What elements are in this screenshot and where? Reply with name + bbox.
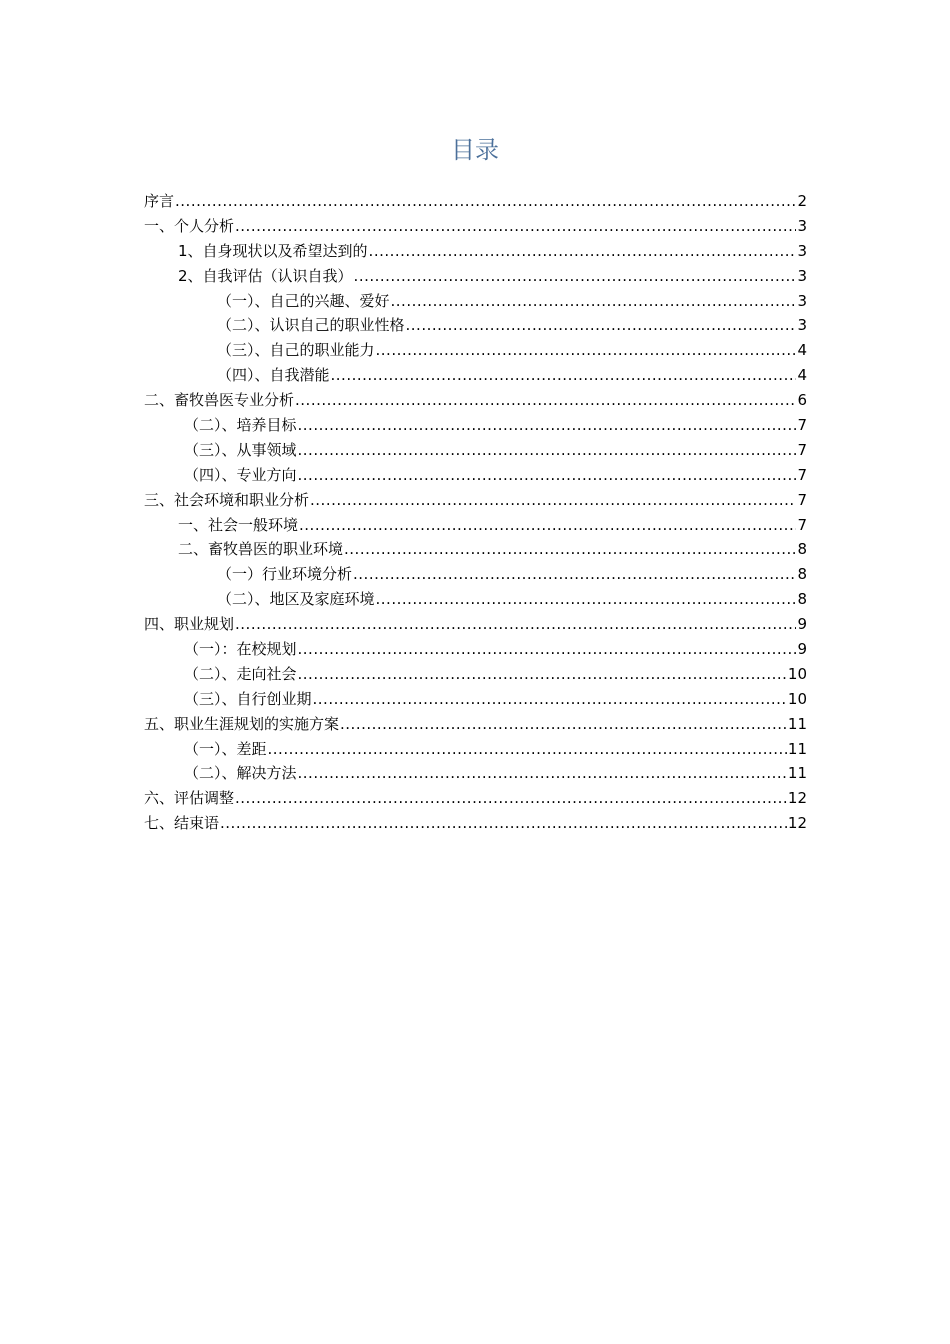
toc-dot-leader: [295, 388, 796, 413]
toc-dot-leader: [376, 587, 797, 612]
toc-entry-label: （四）、自我潜能: [217, 366, 330, 385]
toc-entry[interactable]: [144, 637, 807, 662]
toc-page-number: 11: [787, 714, 807, 733]
toc-page-number: 11: [787, 764, 807, 783]
toc-entry[interactable]: [144, 537, 807, 562]
toc-entry[interactable]: [144, 587, 807, 612]
toc-entry-label: 1、自身现状以及希望达到的: [178, 241, 368, 260]
page-title: 目录: [451, 136, 499, 164]
toc-entry-label: （二）、走向社会: [184, 664, 297, 683]
toc-page-number: 12: [787, 789, 807, 808]
toc-page-number: 6: [797, 391, 807, 410]
toc-dot-leader: [406, 313, 797, 338]
toc-page-number: 3: [797, 316, 807, 335]
toc-entry-label: 七、结束语: [144, 814, 220, 833]
toc-dot-leader: [298, 761, 787, 786]
toc-dot-leader: [353, 562, 796, 587]
table-of-contents: [144, 189, 807, 836]
toc-entry-label: （三）、自己的职业能力: [217, 341, 375, 360]
toc-page-number: 4: [797, 341, 807, 360]
toc-entry[interactable]: [144, 313, 807, 338]
toc-entry[interactable]: [144, 463, 807, 488]
toc-dot-leader: [268, 737, 787, 762]
toc-entry[interactable]: [144, 786, 807, 811]
toc-entry[interactable]: [144, 562, 807, 587]
toc-page-number: 8: [797, 540, 807, 559]
toc-entry-label: （二）、培养目标: [184, 416, 297, 435]
toc-entry-label: （二）、解决方法: [184, 764, 297, 783]
toc-entry[interactable]: [144, 239, 807, 264]
toc-page-number: 12: [787, 814, 807, 833]
toc-dot-leader: [340, 712, 787, 737]
toc-dot-leader: [391, 289, 797, 314]
toc-dot-leader: [298, 413, 797, 438]
toc-dot-leader: [298, 463, 797, 488]
toc-page-number: 10: [787, 664, 807, 683]
toc-entry-label: 一、社会一般环境: [178, 515, 299, 534]
toc-dot-leader: [175, 189, 796, 214]
toc-page-number: 3: [797, 291, 807, 310]
toc-entry[interactable]: [144, 388, 807, 413]
toc-entry[interactable]: [144, 811, 807, 836]
toc-entry-label: （三）、自行创业期: [184, 689, 312, 708]
toc-entry-label: （四）、专业方向: [184, 465, 297, 484]
toc-page-number: 7: [797, 515, 807, 534]
toc-entry-label: 二、畜牧兽医的职业环境: [178, 540, 344, 559]
toc-entry-label: 四、职业规划: [144, 615, 235, 634]
toc-dot-leader: [331, 363, 797, 388]
toc-entry[interactable]: [144, 737, 807, 762]
toc-page-number: 7: [797, 465, 807, 484]
toc-entry[interactable]: [144, 761, 807, 786]
toc-entry[interactable]: [144, 413, 807, 438]
toc-page-number: 10: [787, 689, 807, 708]
toc-entry-label: 二、畜牧兽医专业分析: [144, 391, 295, 410]
toc-entry[interactable]: [144, 338, 807, 363]
toc-dot-leader: [235, 612, 796, 637]
toc-entry-label: （一）、自己的兴趣、爱好: [217, 291, 390, 310]
toc-entry[interactable]: [144, 662, 807, 687]
toc-page-number: 3: [797, 266, 807, 285]
toc-entry-label: 六、评估调整: [144, 789, 235, 808]
toc-page-number: 7: [797, 490, 807, 509]
toc-dot-leader: [220, 811, 787, 836]
toc-page-number: 7: [797, 416, 807, 435]
toc-dot-leader: [310, 488, 796, 513]
toc-entry[interactable]: [144, 264, 807, 289]
toc-page-number: 2: [797, 192, 807, 210]
toc-entry-label: 五、职业生涯规划的实施方案: [144, 714, 340, 733]
toc-dot-leader: [298, 662, 787, 687]
toc-page-number: 11: [787, 739, 807, 758]
toc-entry[interactable]: [144, 687, 807, 712]
toc-entry-label: （一）行业环境分析: [217, 565, 353, 584]
toc-page-number: 9: [797, 615, 807, 634]
toc-dot-leader: [369, 239, 797, 264]
toc-entry-label: （三）、从事领域: [184, 440, 297, 459]
toc-entry[interactable]: [144, 712, 807, 737]
toc-entry-label: （二）、认识自己的职业性格: [217, 316, 405, 335]
toc-dot-leader: [235, 786, 787, 811]
toc-entry[interactable]: [144, 189, 807, 214]
toc-dot-leader: [313, 687, 787, 712]
toc-page-number: 7: [797, 440, 807, 459]
toc-dot-leader: [298, 637, 797, 662]
toc-dot-leader: [299, 513, 796, 538]
toc-page-number: 8: [797, 565, 807, 584]
toc-dot-leader: [298, 438, 797, 463]
toc-page-number: 4: [797, 366, 807, 385]
toc-entry[interactable]: [144, 289, 807, 314]
toc-page-number: 3: [797, 241, 807, 260]
toc-entry[interactable]: [144, 363, 807, 388]
toc-entry-label: 序言: [144, 192, 175, 210]
toc-entry-label: 一、个人分析: [144, 216, 235, 235]
toc-entry-label: 2、自我评估（认识自我）: [178, 266, 353, 285]
toc-dot-leader: [344, 537, 796, 562]
toc-dot-leader: [354, 264, 797, 289]
toc-entry[interactable]: [144, 438, 807, 463]
toc-entry-label: （一）：在校规划: [184, 640, 297, 659]
toc-entry-label: 三、社会环境和职业分析: [144, 490, 310, 509]
toc-entry[interactable]: [144, 513, 807, 538]
toc-page-number: 9: [797, 640, 807, 659]
toc-entry[interactable]: [144, 612, 807, 637]
toc-entry[interactable]: [144, 214, 807, 239]
toc-entry[interactable]: [144, 488, 807, 513]
toc-entry-label: （二）、地区及家庭环境: [217, 590, 375, 609]
toc-page-number: 3: [797, 216, 807, 235]
toc-dot-leader: [235, 214, 796, 239]
toc-dot-leader: [376, 338, 797, 363]
toc-entry-label: （一）、差距: [184, 739, 267, 758]
toc-page-number: 8: [797, 590, 807, 609]
